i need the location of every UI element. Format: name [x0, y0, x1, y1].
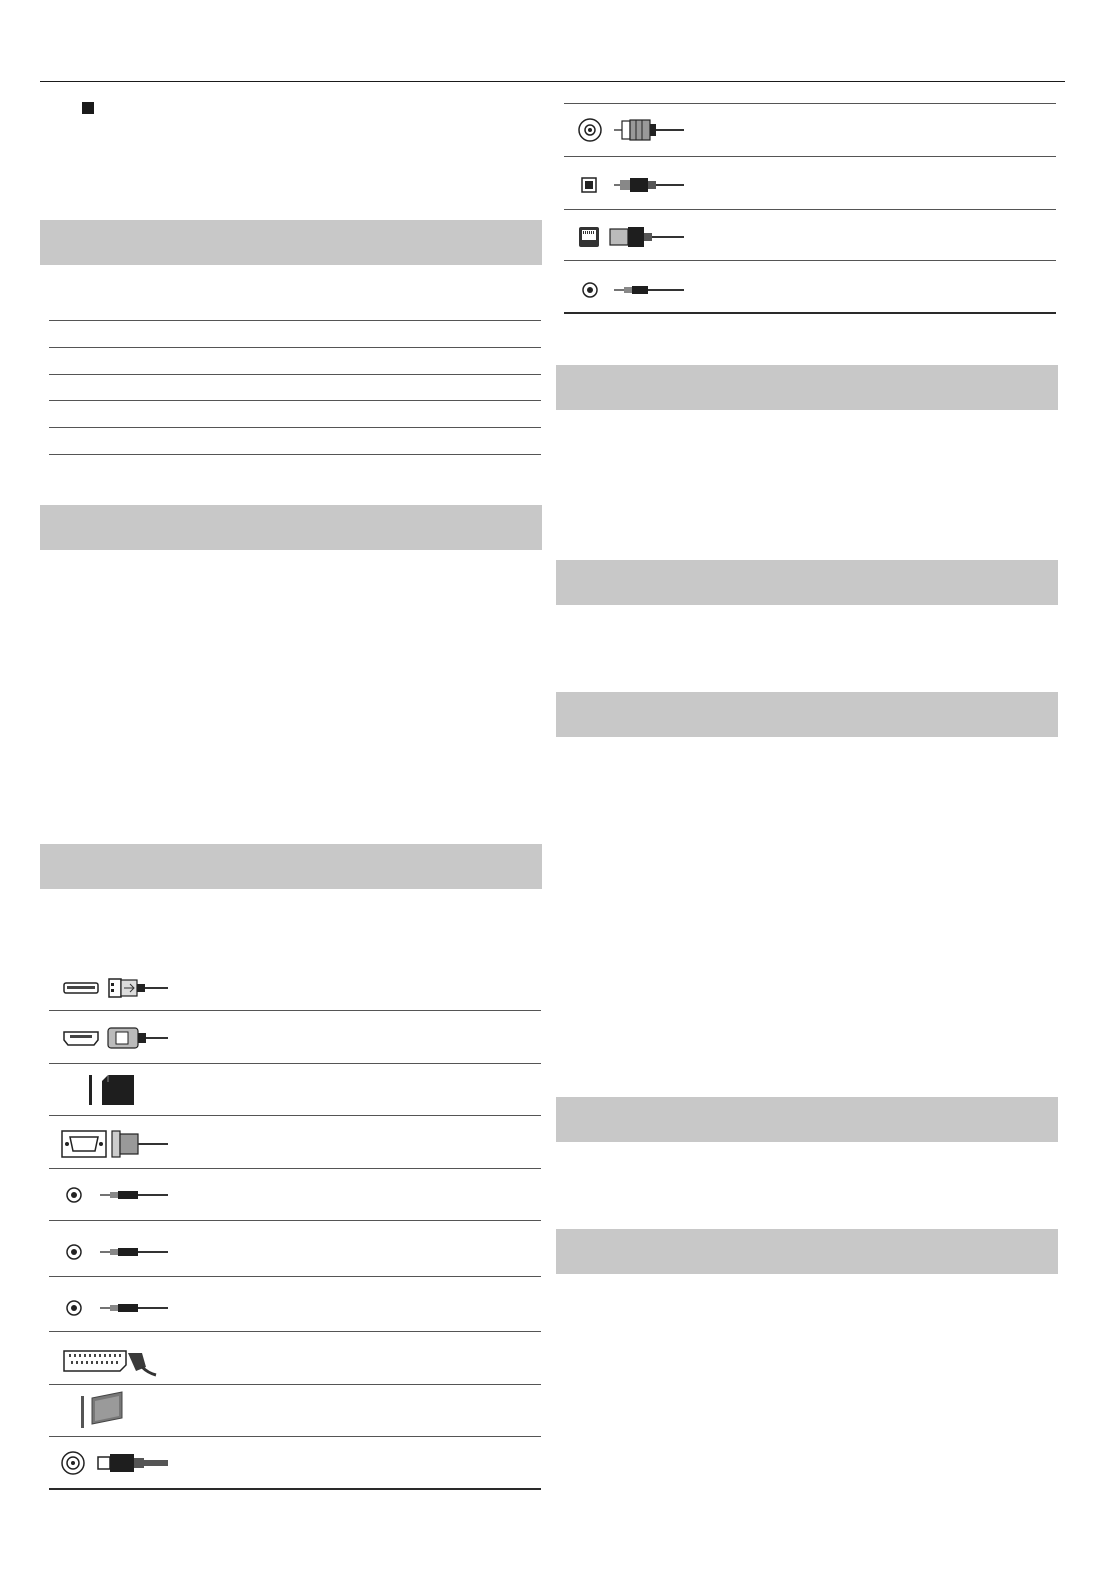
sd-card-slot-icon	[86, 1072, 141, 1106]
section-header-bar	[556, 1229, 1058, 1274]
table-row-divider	[49, 1115, 541, 1116]
bullet-square-icon	[82, 102, 94, 114]
table-row-divider	[49, 427, 541, 428]
table-row-divider	[49, 1010, 541, 1011]
table-bottom-rule	[564, 312, 1056, 314]
table-row-divider	[564, 156, 1056, 157]
table-row-divider	[49, 1276, 541, 1277]
section-header-bar	[556, 365, 1058, 410]
table-row-divider	[49, 400, 541, 401]
ethernet-lan-icon	[574, 222, 689, 252]
table-row-divider	[49, 1063, 541, 1064]
table-bottom-rule	[49, 1488, 541, 1490]
ci-card-slot-icon	[78, 1390, 128, 1430]
table-row-divider	[49, 347, 541, 348]
table-row-divider	[49, 1331, 541, 1332]
section-header-bar	[556, 692, 1058, 737]
table-row-divider	[564, 209, 1056, 210]
section-header-bar	[40, 220, 542, 265]
audio-jack-icon	[58, 1240, 173, 1264]
section-header-bar	[40, 505, 542, 550]
audio-jack-icon	[58, 1296, 173, 1320]
table-row-divider	[564, 260, 1056, 261]
scart-port-icon	[58, 1345, 173, 1381]
optical-audio-icon	[574, 172, 689, 198]
table-row-divider	[49, 320, 541, 321]
table-row-divider	[49, 1220, 541, 1221]
table-row-divider	[49, 374, 541, 375]
section-header-bar	[556, 1097, 1058, 1142]
section-header-bar	[40, 844, 542, 889]
table-row-divider	[49, 1168, 541, 1169]
audio-jack-icon	[58, 1183, 173, 1207]
header-rule	[40, 81, 1065, 82]
section-header-bar	[556, 560, 1058, 605]
rca-coaxial-icon	[574, 114, 689, 146]
table-row-divider	[49, 454, 541, 455]
table-row-divider	[49, 1384, 541, 1385]
usb-port-icon	[58, 974, 173, 1002]
antenna-coax-icon	[58, 1448, 173, 1478]
table-row-divider	[49, 1436, 541, 1437]
vga-port-icon	[58, 1126, 173, 1162]
table-top-rule	[564, 103, 1056, 104]
hdmi-port-icon	[58, 1024, 173, 1052]
headphone-jack-icon	[574, 278, 689, 302]
